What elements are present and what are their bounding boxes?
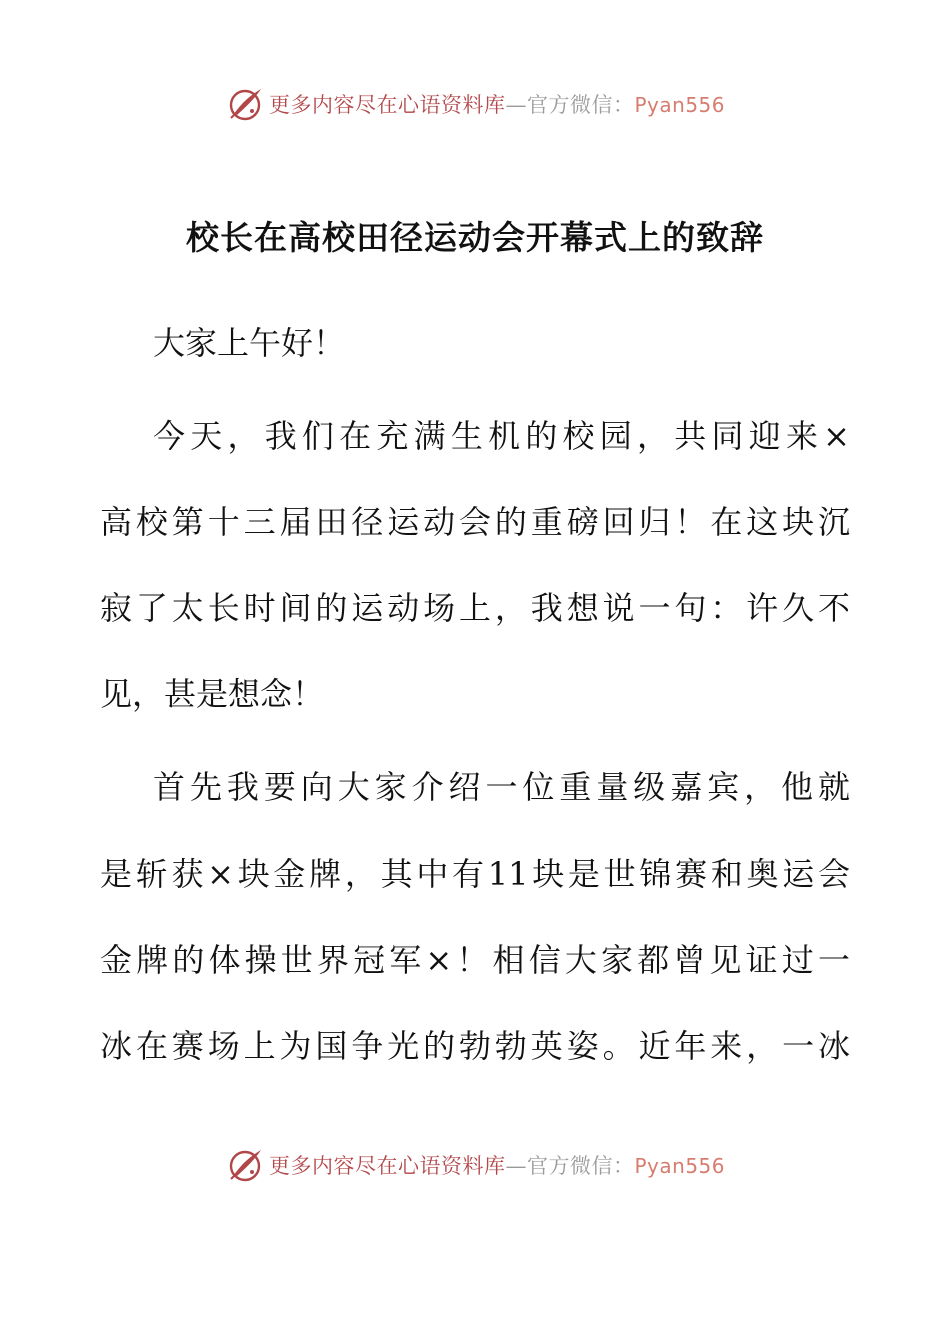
document-title: 校长在高校田径运动会开幕式上的致辞 xyxy=(186,218,764,257)
header-wechat-label: 官方微信： xyxy=(526,93,635,117)
greeting-line: 大家上午好！ xyxy=(153,324,346,362)
paragraph-line: 今天，我们在充满生机的校园，共同迎来× xyxy=(153,417,850,455)
paragraph-line: 见，甚是想念！ xyxy=(100,675,325,713)
footer-watermark xyxy=(0,1145,950,1185)
footer-dash: — xyxy=(505,1154,527,1178)
footer-wechat-label: 官方微信： xyxy=(526,1154,635,1178)
header-brand-text: 更多内容尽在心语资料库 xyxy=(268,93,506,117)
paragraph-line: 金牌的体操世界冠军×！相信大家都曾见证过一 xyxy=(100,941,850,979)
paragraph-line: 寂了太长时间的运动场上，我想说一句：许久不 xyxy=(100,589,850,627)
paragraph-line: 首先我要向大家介绍一位重量级嘉宾，他就 xyxy=(153,768,850,806)
footer-brand-text: 更多内容尽在心语资料库 xyxy=(268,1154,506,1178)
quill-logo-icon xyxy=(225,84,265,124)
paragraph-line: 冰在赛场上为国争光的勃勃英姿。近年来，一冰 xyxy=(100,1027,850,1065)
header-watermark xyxy=(0,84,950,124)
header-wechat-id: Pyan556 xyxy=(634,93,725,117)
quill-logo-icon xyxy=(225,1145,265,1185)
paragraph-line: 是斩获×块金牌，其中有11块是世锦赛和奥运会 xyxy=(100,855,850,893)
footer-wechat-id: Pyan556 xyxy=(634,1154,725,1178)
paragraph-line: 高校第十三届田径运动会的重磅回归！在这块沉 xyxy=(100,503,850,541)
header-dash: — xyxy=(505,93,527,117)
